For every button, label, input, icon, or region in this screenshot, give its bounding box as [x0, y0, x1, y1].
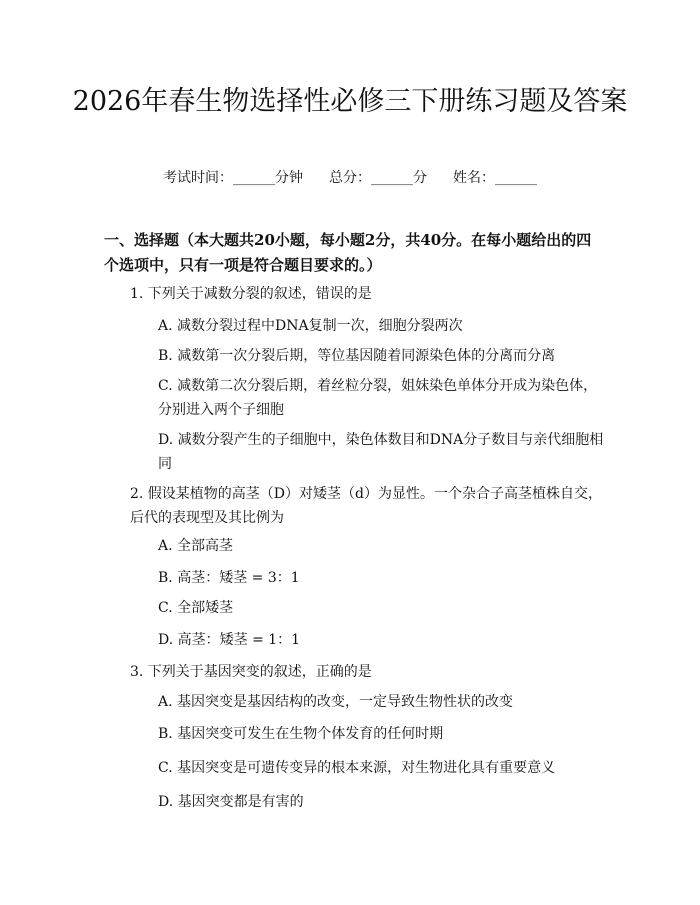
question-option: B. 基因突变可发生在生物个体发育的任何时期: [158, 726, 444, 742]
question-option: D. 基因突变都是有害的: [158, 794, 304, 810]
question-option: C. 减数第二次分裂后期，着丝粒分裂，姐妹染色单体分开成为染色体，分别进入两个子细胞: [158, 378, 598, 418]
question-option: B. 高茎：矮茎 = 3：1: [158, 570, 300, 586]
document-title: 2026年春生物选择性必修三下册练习题及答案: [72, 86, 628, 117]
question-option: A. 全部高茎: [158, 538, 234, 554]
question-option: C. 全部矮茎: [158, 600, 234, 616]
exam-meta-line: [0, 168, 700, 188]
question-option: C. 基因突变是可遗传变异的根本来源，对生物进化具有重要意义: [158, 760, 556, 776]
question-option: A. 基因突变是基因结构的改变，一定导致生物性状的改变: [158, 694, 514, 710]
total-score-label: 总分：______分: [329, 170, 427, 186]
section-heading: 一、选择题（本大题共20小题，每小题2分，共40分。在每小题给出的四个选项中，只有一项是符合题目要求的。）: [104, 231, 592, 274]
question-option: D. 减数分裂产生的子细胞中，染色体数目和DNA分子数目与亲代细胞相同: [158, 432, 604, 472]
question-option: D. 高茎：矮茎 = 1：1: [158, 632, 301, 648]
question-option: B. 减数第一次分裂后期，等位基因随着同源染色体的分离而分离: [158, 348, 556, 364]
question-option: A. 减数分裂过程中DNA复制一次，细胞分裂两次: [158, 318, 463, 334]
question-stem: 3. 下列关于基因突变的叙述，正确的是: [130, 664, 372, 680]
exam-time-label: 考试时间：______分钟: [163, 170, 303, 186]
question-stem: 1. 下列关于减数分裂的叙述，错误的是: [130, 286, 372, 302]
question-stem: 2. 假设某植物的高茎（D）对矮茎（d）为显性。一个杂合子高茎植株自交，后代的表现型及其比例为: [130, 486, 602, 526]
student-name-label: 姓名：______: [453, 170, 537, 186]
